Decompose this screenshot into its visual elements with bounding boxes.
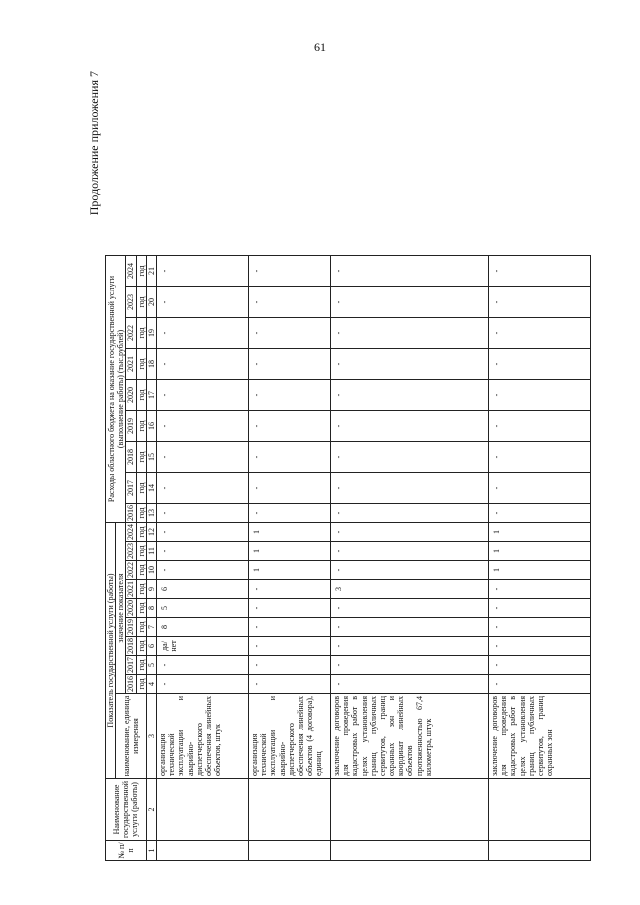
expense-year-unit-2019: год: [136, 411, 146, 442]
indicator-value-cell: -: [488, 675, 590, 694]
indicator-value-cell: 1: [248, 523, 330, 542]
indicator-value-cell: -: [488, 580, 590, 599]
service-name-cell: [488, 779, 590, 841]
indicator-year-unit-2020: год: [136, 599, 146, 618]
expense-value-cell: -: [156, 380, 248, 411]
indicator-year-2021: 2021: [126, 581, 136, 597]
header-indicator-value: значение показателя: [116, 523, 126, 694]
indicator-year-2018: 2018: [126, 638, 136, 654]
expense-value-cell: -: [248, 287, 330, 318]
indicator-year-unit-2023: год: [136, 542, 146, 561]
indicator-name-cell: заключение договоров для проведения кадастровых работ в целях установления границ публичных сервитутов, границ охранных зон: [488, 694, 590, 779]
indicator-year-2024: 2024: [126, 524, 136, 540]
column-number: 5: [146, 656, 156, 675]
expense-year-unit-2022: год: [136, 318, 146, 349]
indicator-value-cell: -: [330, 618, 488, 637]
expense-value-cell: -: [488, 380, 590, 411]
column-number: 7: [146, 618, 156, 637]
indicator-year-unit-2018: год: [136, 637, 146, 656]
column-number: 19: [146, 318, 156, 349]
indicator-value-cell: -: [156, 523, 248, 542]
indicator-value-cell: 3: [330, 580, 488, 599]
header-indicator-group: Показатель государственной услуги (работы): [106, 523, 116, 779]
expense-year-2023: 2023: [126, 287, 136, 318]
indicator-year-2017: 2017: [126, 657, 136, 673]
indicator-value-cell: -: [330, 561, 488, 580]
expense-value-cell: -: [488, 256, 590, 287]
indicator-year-unit-2024: год: [136, 523, 146, 542]
column-number: 12: [146, 523, 156, 542]
header-service-name: Наименование государственной услуги (работы): [106, 779, 147, 841]
indicator-year-2016: 2016: [126, 676, 136, 692]
expense-value-cell: -: [248, 442, 330, 473]
expense-year-unit-2017: год: [136, 473, 146, 504]
indicator-value-cell: 1: [248, 542, 330, 561]
expense-value-cell: -: [488, 318, 590, 349]
column-number: 10: [146, 561, 156, 580]
expense-year-2021: 2021: [126, 349, 136, 380]
expense-value-cell: -: [248, 473, 330, 504]
indicator-value-cell: -: [330, 599, 488, 618]
indicator-value-cell: -: [156, 561, 248, 580]
expense-year-unit-2016: год: [136, 504, 146, 523]
indicator-value-cell: -: [248, 599, 330, 618]
indicator-value-cell: 1: [488, 542, 590, 561]
expense-year-2024: 2024: [126, 256, 136, 287]
table-row: [330, 256, 488, 861]
expense-value-cell: -: [248, 411, 330, 442]
expense-value-cell: -: [156, 411, 248, 442]
indicator-value-cell: -: [488, 637, 590, 656]
column-number: 21: [146, 256, 156, 287]
indicator-year-2019: 2019: [126, 619, 136, 635]
expense-value-cell: -: [156, 349, 248, 380]
table-row: [248, 256, 330, 861]
column-number: 1: [146, 841, 156, 861]
expense-value-cell: -: [488, 473, 590, 504]
expense-value-cell: -: [156, 256, 248, 287]
expense-value-cell: -: [156, 442, 248, 473]
indicator-value-cell: да/нет: [156, 637, 248, 656]
indicator-value-cell: -: [488, 599, 590, 618]
column-number: 14: [146, 473, 156, 504]
expense-value-cell: -: [248, 380, 330, 411]
indicator-name-cell: организация технической эксплуатации и аварийно-диспетчерского обеспечения линейных объектов (4 договора), единиц: [248, 694, 330, 779]
indicator-year-2022: 2022: [126, 562, 136, 578]
expense-value-cell: -: [248, 318, 330, 349]
expense-value-cell: -: [156, 473, 248, 504]
expense-value-cell: -: [330, 504, 488, 523]
service-name-cell: [248, 779, 330, 841]
expense-value-cell: -: [330, 473, 488, 504]
indicator-year-2023: 2023: [126, 543, 136, 559]
indicator-year-unit-2016: год: [136, 675, 146, 694]
column-number: 20: [146, 287, 156, 318]
column-number: 2: [146, 779, 156, 841]
indicator-value-cell: -: [248, 580, 330, 599]
page-number: 61: [314, 40, 326, 54]
expense-year-2022: 2022: [126, 318, 136, 349]
service-name-cell: [156, 779, 248, 841]
expense-value-cell: -: [488, 442, 590, 473]
services-table: [105, 255, 591, 861]
expense-year-2019: 2019: [126, 411, 136, 442]
column-number: 16: [146, 411, 156, 442]
column-number: 17: [146, 380, 156, 411]
indicator-value-cell: -: [248, 675, 330, 694]
indicator-value-cell: 5: [156, 599, 248, 618]
expense-value-cell: -: [488, 411, 590, 442]
indicator-value-cell: -: [156, 542, 248, 561]
expense-value-cell: -: [156, 318, 248, 349]
rotated-page: [83, 71, 553, 861]
column-number: 15: [146, 442, 156, 473]
column-number: 3: [146, 694, 156, 779]
indicator-name-cell: организация технической эксплуатации и аварийно-диспетчерского обеспечения линейных объектов, штук: [156, 694, 248, 779]
indicator-value-cell: -: [156, 675, 248, 694]
column-number: 8: [146, 599, 156, 618]
indicator-year-2020: 2020: [126, 600, 136, 616]
header-no: № п/п: [106, 841, 147, 861]
indicator-value-cell: -: [330, 523, 488, 542]
indicator-value-cell: -: [330, 542, 488, 561]
expense-year-2016: 2016: [126, 505, 136, 521]
row-number-cell: [330, 841, 488, 861]
column-number: 11: [146, 542, 156, 561]
header-indicator-name: наименование, единица измерения: [116, 694, 147, 779]
indicator-value-cell: -: [330, 637, 488, 656]
appendix-heading: Продолжение приложения 7: [87, 71, 101, 216]
indicator-year-unit-2019: год: [136, 618, 146, 637]
expense-value-cell: -: [330, 256, 488, 287]
row-number-cell: [156, 841, 248, 861]
expense-value-cell: -: [330, 442, 488, 473]
indicator-value-cell: -: [248, 637, 330, 656]
row-number-cell: [488, 841, 590, 861]
indicator-year-unit-2021: год: [136, 580, 146, 599]
column-number: 18: [146, 349, 156, 380]
indicator-year-unit-2017: год: [136, 656, 146, 675]
indicator-name-cell: заключение договоров для проведения кадастровых работ в целях установления границ публичных сервитутов, границ охранных зон и координат линейных объектов протяженностью 67,4 километра, штук: [330, 694, 488, 779]
indicator-value-cell: 6: [156, 580, 248, 599]
indicator-value-cell: 1: [248, 561, 330, 580]
indicator-value-cell: -: [156, 656, 248, 675]
service-name-cell: [330, 779, 488, 841]
indicator-value-cell: -: [330, 656, 488, 675]
indicator-value-cell: -: [488, 618, 590, 637]
column-number: 9: [146, 580, 156, 599]
expense-value-cell: -: [248, 349, 330, 380]
expense-value-cell: -: [330, 287, 488, 318]
expense-year-unit-2023: год: [136, 287, 146, 318]
expense-year-2020: 2020: [126, 380, 136, 411]
expense-year-unit-2024: год: [136, 256, 146, 287]
indicator-value-cell: -: [248, 618, 330, 637]
expense-year-unit-2021: год: [136, 349, 146, 380]
expense-year-2018: 2018: [126, 442, 136, 473]
column-number: 6: [146, 637, 156, 656]
indicator-value-cell: 1: [488, 561, 590, 580]
indicator-value-cell: 1: [488, 523, 590, 542]
expense-value-cell: -: [156, 287, 248, 318]
table-row: [156, 256, 248, 861]
expense-value-cell: -: [330, 318, 488, 349]
indicator-year-unit-2022: год: [136, 561, 146, 580]
row-number-cell: [248, 841, 330, 861]
expense-value-cell: -: [156, 504, 248, 523]
expense-value-cell: -: [248, 256, 330, 287]
expense-year-unit-2018: год: [136, 442, 146, 473]
expense-value-cell: -: [330, 411, 488, 442]
expense-year-unit-2020: год: [136, 380, 146, 411]
expense-value-cell: -: [488, 287, 590, 318]
indicator-value-cell: -: [248, 656, 330, 675]
expense-year-2017: 2017: [126, 473, 136, 504]
column-number: 13: [146, 504, 156, 523]
column-number: 4: [146, 675, 156, 694]
indicator-value-cell: 8: [156, 618, 248, 637]
indicator-value-cell: -: [488, 656, 590, 675]
indicator-value-cell: -: [330, 675, 488, 694]
table-row: [488, 256, 590, 861]
header-expense-group: Расходы областного бюджета на оказание государственной услуги (выполнение работы) (тыс.рублей): [106, 256, 126, 523]
expense-value-cell: -: [248, 504, 330, 523]
expense-value-cell: -: [330, 380, 488, 411]
expense-value-cell: -: [488, 349, 590, 380]
expense-value-cell: -: [330, 349, 488, 380]
expense-value-cell: -: [488, 504, 590, 523]
